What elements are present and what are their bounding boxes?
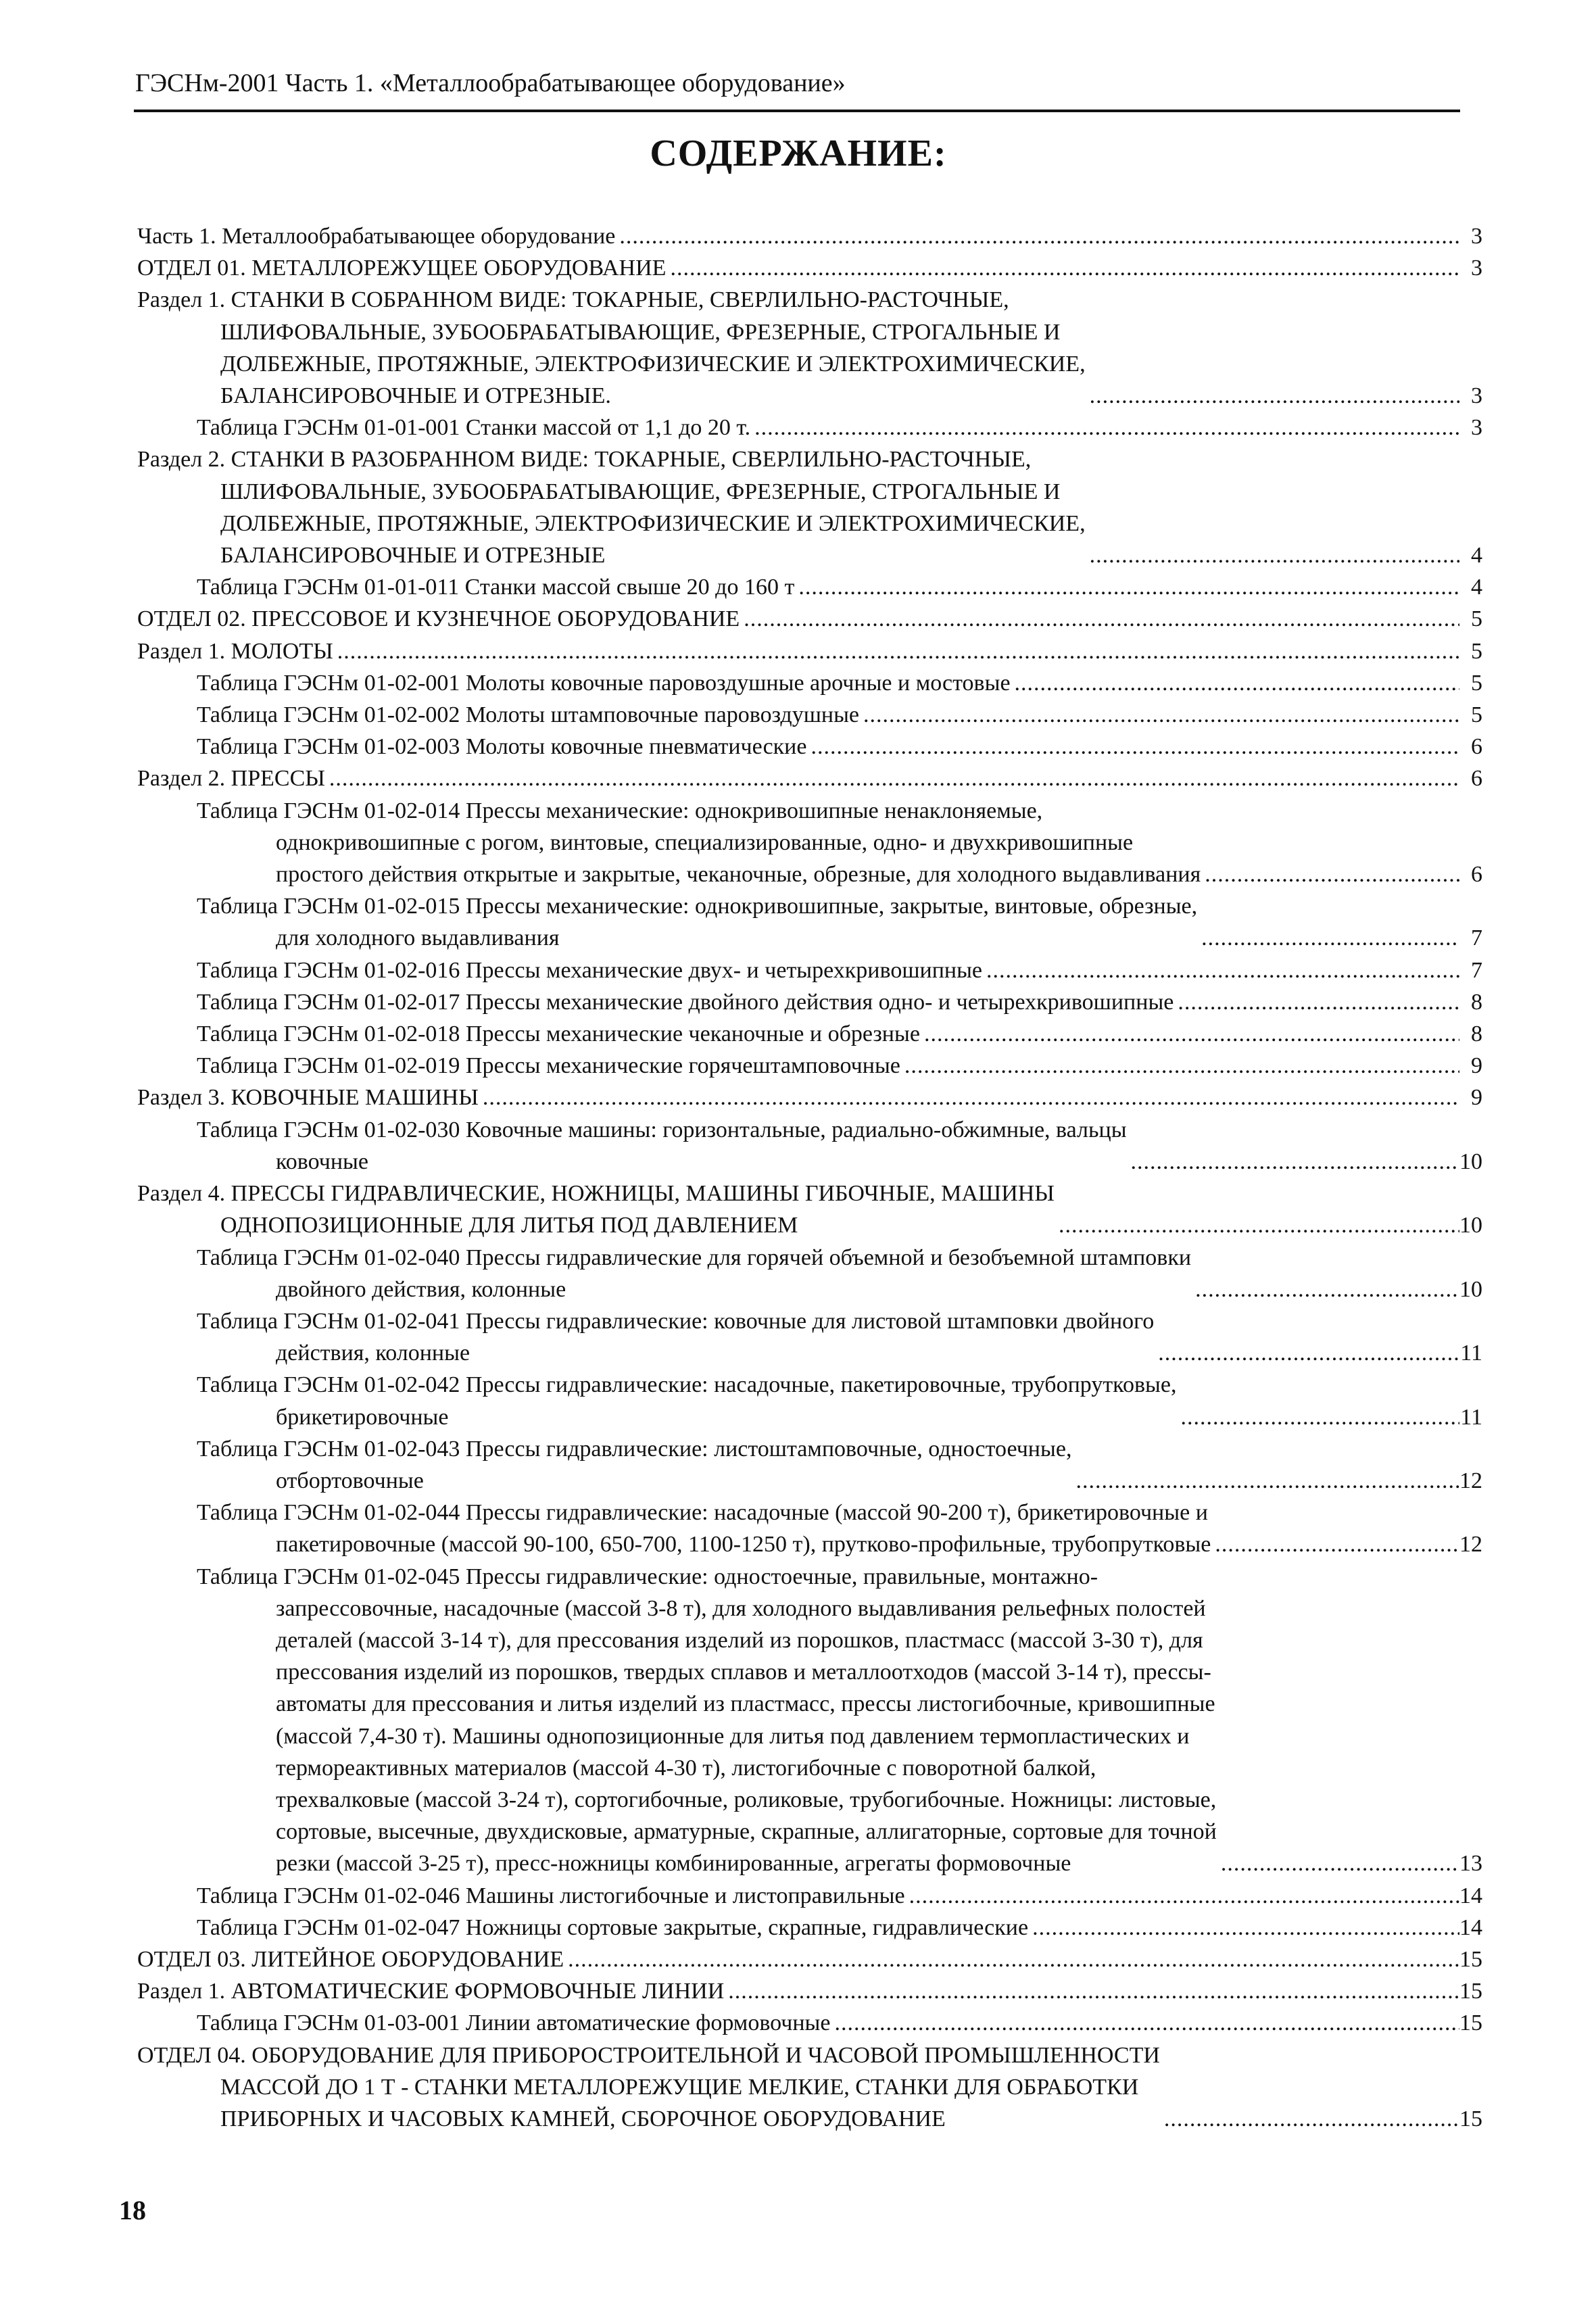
dot-leader — [1071, 1465, 1459, 1497]
toc-entry-line: Часть 1. Металлообрабатывающее оборудование — [137, 224, 616, 249]
dot-leader — [724, 1975, 1459, 2007]
toc-entry-text — [197, 1018, 920, 1050]
toc-entry-line: Таблица ГЭСНм 01-02-047 Ножницы сортовые закрытые, скрапные, гидравлические — [197, 1914, 1029, 1940]
toc-entry-line: БАЛАНСИРОВОЧНЫЕ И ОТРЕЗНЫЕ — [220, 543, 606, 569]
toc-entry-line: ОТДЕЛ 02. ПРЕССОВОЕ И КУЗНЕЧНОЕ ОБОРУДОВАНИЕ — [137, 606, 740, 632]
toc-entry-line: ОТДЕЛ 01. МЕТАЛЛОРЕЖУЩЕЕ ОБОРУДОВАНИЕ — [137, 256, 667, 281]
toc-entry-line: ПРИБОРНЫХ И ЧАСОВЫХ КАМНЕЙ, СБОРОЧНОЕ ОБОРУДОВАНИЕ — [220, 2106, 946, 2131]
dot-leader — [905, 1880, 1459, 1912]
table-of-contents — [137, 220, 1482, 2135]
toc-table-entry — [137, 890, 1482, 954]
toc-entry-text — [137, 1178, 1055, 1241]
toc-entry-text — [197, 1912, 1028, 1944]
dot-leader — [1201, 859, 1459, 890]
toc-entry-text — [197, 1114, 1127, 1178]
toc-entry-line: Таблица ГЭСНм 01-02-043 Прессы гидравлические: листоштамповочные, одностоечные, — [197, 1436, 1072, 1462]
toc-entry-line: прессования изделий из порошков, твердых сплавов и металлоотходов (массой 3-14 т), прессы- — [276, 1660, 1211, 1685]
dot-leader — [740, 603, 1459, 635]
toc-page-number: 5 — [1471, 702, 1482, 728]
dot-leader — [325, 763, 1459, 794]
page-number: 18 — [119, 2195, 146, 2225]
toc-table-entry — [137, 1114, 1482, 1178]
toc-entry-line: Таблица ГЭСНм 01-02-044 Прессы гидравлические: насадочные (массой 90-200 т), брикетировочные и — [197, 1500, 1208, 1526]
toc-page-number: 5 — [1471, 606, 1482, 632]
toc-section-entry — [137, 220, 1482, 252]
dot-leader — [982, 955, 1459, 986]
toc-page-number: 15 — [1459, 1946, 1482, 1972]
toc-entry-text — [197, 412, 750, 443]
toc-entry-text — [137, 284, 1086, 412]
toc-page-number: 5 — [1471, 638, 1482, 664]
toc-page-number: 8 — [1471, 989, 1482, 1015]
toc-entry-text — [197, 955, 982, 986]
toc-section-entry — [137, 2040, 1482, 2136]
toc-section-entry — [137, 603, 1482, 635]
toc-page-number: 12 — [1459, 1468, 1482, 1493]
toc-entry-line: для холодного выдавливания — [276, 925, 560, 951]
toc-entry-line: Раздел 1. АВТОМАТИЧЕСКИЕ ФОРМОВОЧНЫЕ ЛИНИИ — [137, 1979, 725, 2004]
dot-leader — [1086, 539, 1459, 571]
toc-entry-line: ОТДЕЛ 03. ЛИТЕЙНОЕ ОБОРУДОВАНИЕ — [137, 1946, 564, 1972]
toc-entry-text — [137, 763, 325, 794]
toc-table-entry — [137, 1242, 1482, 1305]
toc-entry-line: автоматы для прессования и литья изделий из пластмасс, прессы листогибочные, кривошипные — [276, 1691, 1215, 1717]
toc-entry-text — [197, 1497, 1211, 1560]
toc-section-entry — [137, 1082, 1482, 1113]
toc-entry-text — [137, 603, 740, 635]
toc-table-entry — [137, 1050, 1482, 1082]
toc-table-entry — [137, 1433, 1482, 1497]
toc-entry-text — [197, 1433, 1071, 1497]
toc-page-number: 14 — [1459, 1914, 1482, 1940]
toc-entry-line: ДОЛБЕЖНЫЕ, ПРОТЯЖНЫЕ, ЭЛЕКТРОФИЗИЧЕСКИЕ И ЭЛЕКТРОХИМИЧЕСКИЕ, — [220, 351, 1086, 377]
dot-leader — [1174, 986, 1459, 1018]
toc-page-number: 10 — [1459, 1213, 1482, 1238]
toc-entry-text — [197, 1242, 1191, 1305]
toc-entry-text — [197, 667, 1011, 699]
toc-page-number: 15 — [1459, 2010, 1482, 2036]
toc-section-entry — [137, 443, 1482, 571]
toc-table-entry — [137, 955, 1482, 986]
dot-leader — [1127, 1146, 1459, 1178]
toc-table-entry — [137, 571, 1482, 603]
toc-entry-line: (массой 7,4-30 т). Машины однопозиционные для литья под давлением термопластических и — [276, 1723, 1190, 1749]
toc-page-number: 8 — [1471, 1021, 1482, 1047]
toc-page-number: 11 — [1460, 1404, 1482, 1430]
toc-entry-text — [197, 795, 1201, 891]
toc-page-number: 6 — [1471, 766, 1482, 792]
dot-leader — [1086, 380, 1459, 412]
toc-entry-text — [137, 2040, 1160, 2136]
dot-leader — [1217, 1848, 1459, 1879]
dot-leader — [920, 1018, 1459, 1050]
dot-leader — [666, 252, 1459, 284]
dot-leader — [1154, 1337, 1459, 1369]
dot-leader — [615, 220, 1459, 252]
toc-entry-line: Раздел 3. КОВОЧНЫЕ МАШИНЫ — [137, 1085, 479, 1111]
toc-entry-line: ковочные — [276, 1149, 368, 1174]
toc-entry-line: двойного действия, колонные — [276, 1276, 566, 1302]
toc-entry-line: брикетировочные — [276, 1404, 449, 1430]
toc-page-number: 4 — [1471, 575, 1482, 600]
toc-table-entry — [137, 667, 1482, 699]
toc-entry-text — [137, 443, 1086, 571]
toc-entry-line: Раздел 2. СТАНКИ В РАЗОБРАННОМ ВИДЕ: ТОКАРНЫЕ, СВЕРЛИЛЬНО-РАСТОЧНЫЕ, — [137, 447, 1032, 473]
toc-entry-text — [137, 252, 666, 284]
toc-entry-line: ШЛИФОВАЛЬНЫЕ, ЗУБООБРАБАТЫВАЮЩИЕ, ФРЕЗЕРНЫЕ, СТРОГАЛЬНЫЕ И — [220, 319, 1061, 345]
dot-leader — [794, 571, 1459, 603]
toc-entry-line: сортовые, высечные, двухдисковые, арматурные, скрапные, аллигаторные, сортовые для точной — [276, 1819, 1217, 1845]
toc-entry-line: резки (массой 3-25 т), пресс-ножницы комбинированные, агрегаты формовочные — [276, 1851, 1071, 1877]
dot-leader — [1197, 922, 1459, 954]
toc-page-number: 3 — [1471, 224, 1482, 249]
toc-entry-text — [197, 731, 806, 763]
toc-entry-text — [197, 986, 1174, 1018]
toc-page-number: 10 — [1459, 1276, 1482, 1302]
dot-leader — [859, 699, 1459, 731]
toc-table-entry — [137, 1880, 1482, 1912]
toc-entry-line: Таблица ГЭСНм 01-02-016 Прессы механические двух- и четырехкривошипные — [197, 957, 983, 983]
dot-leader — [1176, 1401, 1459, 1433]
page-title: СОДЕРЖАНИЕ: — [650, 132, 947, 174]
toc-entry-line: Раздел 2. ПРЕССЫ — [137, 766, 325, 792]
dot-leader — [806, 731, 1459, 763]
toc-section-entry — [137, 284, 1482, 412]
header-rule — [134, 110, 1460, 112]
toc-entry-line: ДОЛБЕЖНЫЕ, ПРОТЯЖНЫЕ, ЭЛЕКТРОФИЗИЧЕСКИЕ И ЭЛЕКТРОХИМИЧЕСКИЕ, — [220, 510, 1086, 536]
running-header: ГЭСНм-2001 Часть 1. «Металлообрабатывающее оборудование» — [135, 69, 846, 97]
toc-entry-line: Таблица ГЭСНм 01-02-003 Молоты ковочные пневматические — [197, 734, 807, 760]
toc-page-number: 9 — [1471, 1053, 1482, 1079]
toc-entry-line: Раздел 4. ПРЕССЫ ГИДРАВЛИЧЕСКИЕ, НОЖНИЦЫ, МАШИНЫ ГИБОЧНЫЕ, МАШИНЫ — [137, 1181, 1055, 1207]
toc-table-entry — [137, 699, 1482, 731]
toc-entry-text — [197, 699, 859, 731]
toc-entry-line: Таблица ГЭСНм 01-02-041 Прессы гидравлические: ковочные для листовой штамповки двойного — [197, 1308, 1155, 1334]
toc-entry-line: пакетировочные (массой 90-100, 650-700, 1100-1250 т), прутково-профильные, трубопрутковые — [276, 1532, 1211, 1558]
toc-entry-text — [197, 1305, 1154, 1369]
toc-entry-text — [137, 1082, 479, 1113]
toc-entry-line: ШЛИФОВАЛЬНЫЕ, ЗУБООБРАБАТЫВАЮЩИЕ, ФРЕЗЕРНЫЕ, СТРОГАЛЬНЫЕ И — [220, 479, 1061, 504]
toc-page-number: 4 — [1471, 543, 1482, 569]
toc-entry-line: Таблица ГЭСНм 01-02-001 Молоты ковочные паровоздушные арочные и мостовые — [197, 670, 1011, 696]
toc-page-number: 5 — [1471, 670, 1482, 696]
toc-entry-line: Таблица ГЭСНм 01-02-046 Машины листогибочные и листоправильные — [197, 1883, 905, 1908]
dot-leader — [1211, 1528, 1459, 1560]
toc-entry-text — [137, 635, 333, 667]
toc-entry-line: Таблица ГЭСНм 01-02-040 Прессы гидравлические для горячей объемной и безобъемной штамповки — [197, 1245, 1192, 1270]
toc-section-entry — [137, 1975, 1482, 2007]
toc-entry-line: Раздел 1. МОЛОТЫ — [137, 638, 333, 664]
toc-table-entry — [137, 986, 1482, 1018]
toc-entry-line: простого действия открытые и закрытые, чеканочные, обрезные, для холодного выдавливания — [276, 862, 1201, 888]
dot-leader — [900, 1050, 1459, 1082]
toc-entry-line: Таблица ГЭСНм 01-03-001 Линии автоматические формовочные — [197, 2010, 831, 2036]
toc-entry-line: термореактивных материалов (массой 4-30 т), листогибочные с поворотной балкой, — [276, 1755, 1096, 1781]
toc-table-entry — [137, 1912, 1482, 1944]
toc-page-number: 13 — [1459, 1851, 1482, 1877]
toc-entry-line: Таблица ГЭСНм 01-02-019 Прессы механические горячештамповочные — [197, 1053, 900, 1079]
dot-leader — [1160, 2103, 1459, 2135]
toc-entry-line: БАЛАНСИРОВОЧНЫЕ И ОТРЕЗНЫЕ. — [220, 383, 611, 409]
toc-entry-line: Раздел 1. СТАНКИ В СОБРАННОМ ВИДЕ: ТОКАРНЫЕ, СВЕРЛИЛЬНО-РАСТОЧНЫЕ, — [137, 287, 1009, 313]
toc-page-number: 6 — [1471, 734, 1482, 760]
toc-table-entry — [137, 1369, 1482, 1432]
toc-entry-line: действия, колонные — [276, 1341, 470, 1366]
toc-section-entry — [137, 1944, 1482, 1975]
toc-entry-text — [197, 890, 1197, 954]
dot-leader — [479, 1082, 1459, 1113]
toc-section-entry — [137, 252, 1482, 284]
toc-entry-line: ОТДЕЛ 04. ОБОРУДОВАНИЕ ДЛЯ ПРИБОРОСТРОИТЕЛЬНОЙ И ЧАСОВОЙ ПРОМЫШЛЕННОСТИ — [137, 2042, 1160, 2068]
toc-table-entry — [137, 412, 1482, 443]
toc-page-number: 3 — [1471, 415, 1482, 441]
toc-entry-line: Таблица ГЭСНм 01-01-001 Станки массой от 1,1 до 20 т. — [197, 415, 751, 441]
toc-entry-line: однокривошипные с рогом, винтовые, специализированные, одно- и двухкривошипные — [276, 829, 1134, 855]
toc-entry-text — [137, 1944, 564, 1975]
toc-entry-line: МАССОЙ ДО 1 Т - СТАНКИ МЕТАЛЛОРЕЖУЩИЕ МЕЛКИЕ, СТАНКИ ДЛЯ ОБРАБОТКИ — [220, 2074, 1139, 2100]
toc-entry-text — [197, 2007, 831, 2039]
toc-page-number: 10 — [1459, 1149, 1482, 1174]
toc-page-number: 9 — [1471, 1085, 1482, 1111]
dot-leader — [564, 1944, 1459, 1975]
toc-entry-line: Таблица ГЭСНм 01-02-045 Прессы гидравлические: одностоечные, правильные, монтажно- — [197, 1564, 1098, 1589]
toc-page-number: 15 — [1459, 1979, 1482, 2004]
toc-entry-text — [197, 1369, 1176, 1432]
toc-entry-text — [197, 1880, 905, 1912]
toc-section-entry — [137, 635, 1482, 667]
toc-page-number: 3 — [1471, 383, 1482, 409]
toc-table-entry — [137, 1561, 1482, 1880]
toc-entry-line: Таблица ГЭСНм 01-02-015 Прессы механические: однокривошипные, закрытые, винтовые, обрезные, — [197, 894, 1198, 919]
toc-table-entry — [137, 1497, 1482, 1560]
dot-leader — [1055, 1209, 1459, 1241]
toc-table-entry — [137, 731, 1482, 763]
toc-page-number: 3 — [1471, 256, 1482, 281]
toc-table-entry — [137, 1018, 1482, 1050]
toc-section-entry — [137, 763, 1482, 794]
dot-leader — [831, 2007, 1460, 2039]
toc-entry-line: ОДНОПОЗИЦИОННЫЕ ДЛЯ ЛИТЬЯ ПОД ДАВЛЕНИЕМ — [220, 1213, 798, 1238]
toc-entry-line: трехвалковые (массой 3-24 т), сортогибочные, роликовые, трубогибочные. Ножницы: листовые, — [276, 1787, 1217, 1812]
toc-entry-line: Таблица ГЭСНм 01-02-042 Прессы гидравлические: насадочные, пакетировочные, трубопрутковые, — [197, 1372, 1177, 1398]
toc-entry-text — [197, 1561, 1217, 1880]
toc-entry-line: Таблица ГЭСНм 01-01-011 Станки массой свыше 20 до 160 т — [197, 575, 795, 600]
toc-entry-line: деталей (массой 3-14 т), для прессования изделий из порошков, пластмасс (массой 3-30 т), для — [276, 1627, 1203, 1653]
toc-page-number: 6 — [1471, 862, 1482, 888]
toc-section-entry — [137, 1178, 1482, 1241]
toc-page-number: 12 — [1459, 1532, 1482, 1558]
dot-leader — [1191, 1274, 1459, 1305]
toc-entry-line: Таблица ГЭСНм 01-02-014 Прессы механические: однокривошипные ненаклоняемые, — [197, 798, 1043, 823]
toc-table-entry — [137, 1305, 1482, 1369]
toc-entry-text — [137, 1975, 724, 2007]
toc-page-number: 14 — [1459, 1883, 1482, 1908]
dot-leader — [750, 412, 1459, 443]
toc-entry-line: Таблица ГЭСНм 01-02-018 Прессы механические чеканочные и обрезные — [197, 1021, 920, 1047]
toc-entry-text — [137, 220, 615, 252]
dot-leader — [333, 635, 1459, 667]
toc-table-entry — [137, 795, 1482, 891]
toc-entry-line: запрессовочные, насадочные (массой 3-8 т), для холодного выдавливания рельефных полостей — [276, 1595, 1206, 1621]
dot-leader — [1028, 1912, 1459, 1944]
toc-entry-line: отбортовочные — [276, 1468, 424, 1493]
toc-page-number: 11 — [1460, 1341, 1482, 1366]
toc-page-number: 15 — [1459, 2106, 1482, 2131]
toc-page-number: 7 — [1471, 925, 1482, 951]
toc-entry-line: Таблица ГЭСНм 01-02-002 Молоты штамповочные паровоздушные — [197, 702, 860, 728]
toc-table-entry — [137, 2007, 1482, 2039]
toc-entry-line: Таблица ГЭСНм 01-02-030 Ковочные машины: горизонтальные, радиально-обжимные, вальцы — [197, 1117, 1127, 1142]
toc-entry-line: Таблица ГЭСНм 01-02-017 Прессы механические двойного действия одно- и четырехкривошипные — [197, 989, 1174, 1015]
toc-entry-text — [197, 571, 794, 603]
toc-entry-text — [197, 1050, 900, 1082]
dot-leader — [1011, 667, 1459, 699]
toc-page-number: 7 — [1471, 957, 1482, 983]
